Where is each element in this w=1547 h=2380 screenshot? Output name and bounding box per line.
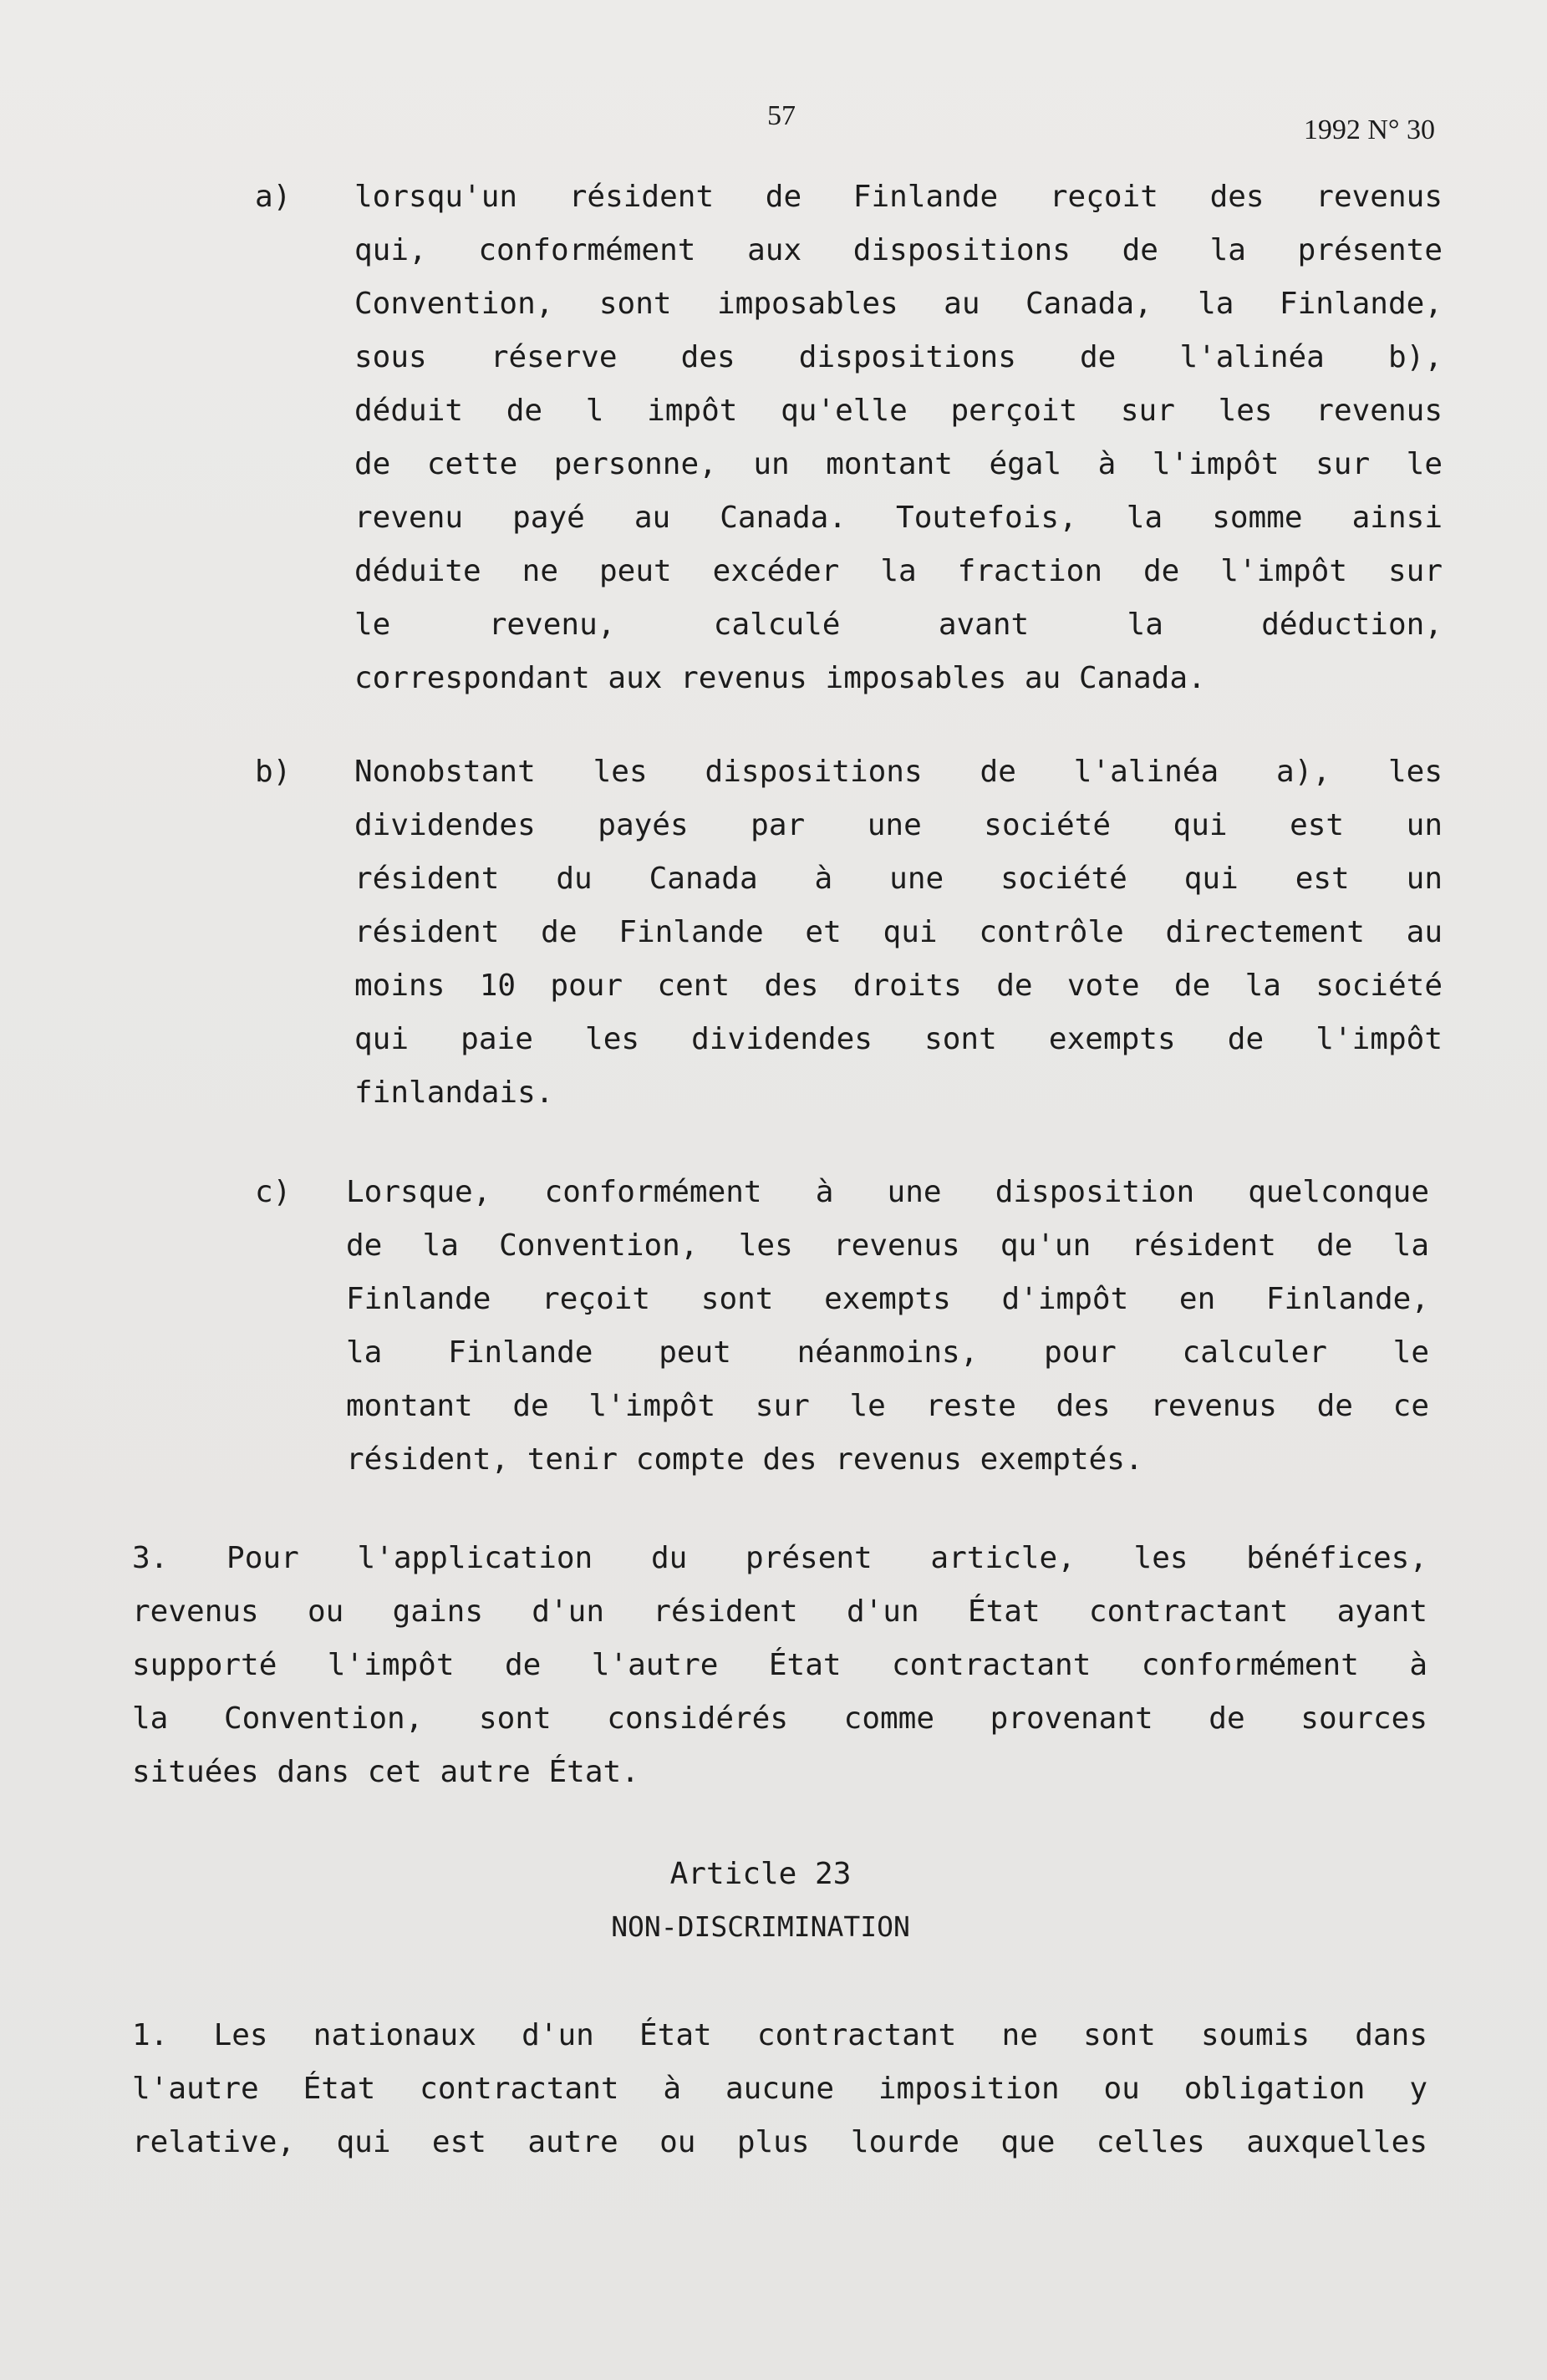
text-line: de la Convention, les revenus qu'un résident de la [346,1228,1429,1263]
text-line: revenus ou gains d'un résident d'un État contractant ayant [132,1594,1427,1629]
text-line: finlandais. [354,1076,554,1110]
text-line: résident de Finlande et qui contrôle directement au [354,915,1443,949]
text-line: correspondant aux revenus imposables au Canada. [354,661,1206,695]
text-line: dividendes payés par une société qui est un [354,808,1443,842]
article-subtitle: NON-DISCRIMINATION [611,1910,910,1943]
text-line: montant de l'impôt sur le reste des revenus de ce [346,1389,1429,1423]
text-line: déduite ne peut excéder la fraction de l'impôt sur [354,554,1443,588]
text-line: résident, tenir compte des revenus exemptés. [346,1442,1143,1477]
text-line: l'autre État contractant à aucune imposition ou obligation y [132,2072,1427,2106]
document-reference: 1992 N° 30 [1303,114,1435,145]
text-line: qui, conformément aux dispositions de la présente [354,233,1443,267]
item-a-label: a) [255,180,292,214]
text-line: supporté l'impôt de l'autre État contractant conformément à [132,1648,1427,1682]
paragraph-3 [132,1532,1427,1799]
text-line: Convention, sont imposables au Canada, la Finlande, [354,287,1443,321]
text-line: Finlande reçoit sont exempts d'impôt en Finlande, [346,1282,1429,1316]
page-number: 57 [767,100,796,131]
text-line: Lorsque, conformément à une disposition quelconque [346,1175,1429,1209]
item-a-paragraph [354,170,1443,705]
text-line: sous réserve des dispositions de l'alinéa b), [354,340,1443,374]
text-line: le revenu, calculé avant la déduction, [354,608,1443,642]
text-line: situées dans cet autre État. [132,1755,639,1789]
item-c-label: c) [255,1175,292,1209]
paragraph-1 [132,2009,1427,2169]
text-line: qui paie les dividendes sont exempts de l'impôt [354,1022,1443,1056]
text-line: de cette personne, un montant égal à l'impôt sur le [354,447,1443,481]
article-title: Article 23 [669,1857,852,1891]
text-line: relative, qui est autre ou plus lourde que celles auxquelles [132,2125,1427,2159]
item-b-paragraph [354,745,1443,1120]
text-line: la Finlande peut néanmoins, pour calculer le [346,1335,1429,1370]
text-line: 3. Pour l'application du présent article, les bénéfices, [132,1541,1427,1575]
text-line: résident du Canada à une société qui est un [354,862,1443,896]
text-line: revenu payé au Canada. Toutefois, la somme ainsi [354,501,1443,535]
text-line: déduit de l impôt qu'elle perçoit sur les revenus [354,394,1443,428]
text-line: la Convention, sont considérés comme provenant de sources [132,1701,1427,1736]
text-line: Nonobstant les dispositions de l'alinéa a), les [354,755,1443,789]
item-c-paragraph [346,1166,1429,1487]
text-line: 1. Les nationaux d'un État contractant ne sont soumis dans [132,2018,1427,2052]
item-b-label: b) [255,755,292,789]
text-line: moins 10 pour cent des droits de vote de la société [354,969,1443,1003]
text-line: lorsqu'un résident de Finlande reçoit des revenus [354,180,1443,214]
